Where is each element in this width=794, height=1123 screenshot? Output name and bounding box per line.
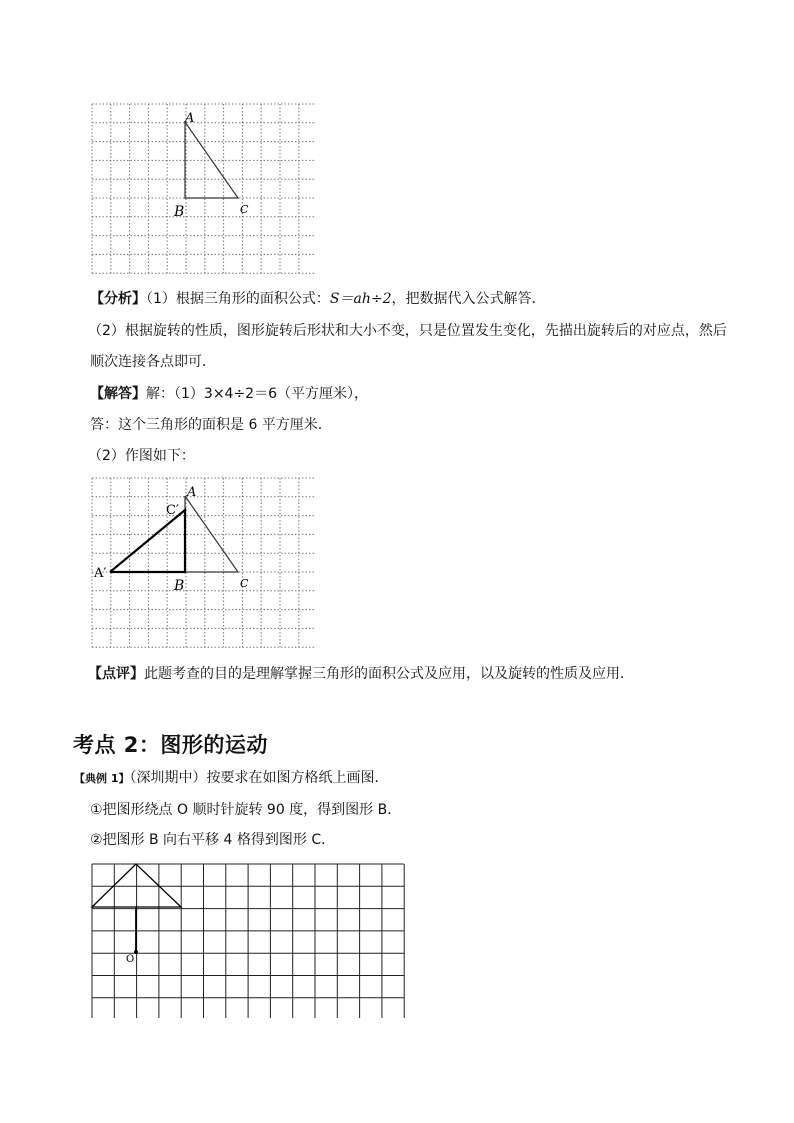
figure1-triangle-grid xyxy=(88,100,314,278)
comment-tag: 【点评】 xyxy=(88,666,144,682)
solution-tag: 【解答】 xyxy=(90,386,146,402)
label-c: C xyxy=(240,577,249,590)
example-intro: 【典例 1】（深圳期中）按要求在如图方格纸上画图． xyxy=(74,770,389,786)
analysis-part1: 【分析】（1）根据三角形的面积公式：S＝ah÷2，把数据代入公式解答． xyxy=(90,291,546,307)
label-c-prime: C′ xyxy=(166,503,179,518)
label-o: O xyxy=(126,954,135,965)
example-step2: ②把图形 B 向右平移 4 格得到图形 C． xyxy=(90,832,336,848)
analysis-part2-line1: （2）根据旋转的性质，图形旋转后形状和大小不变，只是位置发生变化，先描出旋转后的对应点，然后 xyxy=(88,323,727,339)
example-step1: ①把图形绕点 O 顺时针旋转 90 度，得到图形 B． xyxy=(90,802,402,818)
triangle-abc xyxy=(185,496,238,572)
label-a-prime: A′ xyxy=(94,566,107,581)
solution-line1: 【解答】解：（1）3×4÷2＝6（平方厘米）， xyxy=(90,386,368,402)
figure3-umbrella-grid xyxy=(90,862,410,1018)
point-o xyxy=(134,950,138,954)
label-c: C xyxy=(240,203,249,216)
analysis-part2-line2: 顺次连接各点即可． xyxy=(90,354,216,370)
comment-line: 【点评】此题考查的目的是理解掌握三角形的面积公式及应用，以及旋转的性质及应用． xyxy=(88,666,634,682)
triangle-rotated xyxy=(110,510,185,572)
analysis-tag: 【分析】 xyxy=(90,291,146,307)
solution-line2: 答：这个三角形的面积是 6 平方厘米． xyxy=(90,417,332,433)
triangle-abc xyxy=(185,122,238,198)
example-tag: 【典例 1】 xyxy=(74,772,130,785)
label-a: A xyxy=(187,485,197,500)
label-b: B xyxy=(174,204,185,220)
label-a: A xyxy=(185,111,195,126)
label-b: B xyxy=(174,578,185,594)
area-formula: S＝ah÷2 xyxy=(329,291,392,307)
figure2-rotation-grid xyxy=(88,474,314,652)
section-title: 考点 2：图形的运动 xyxy=(73,733,268,757)
solution-line3: （2）作图如下： xyxy=(88,448,195,464)
